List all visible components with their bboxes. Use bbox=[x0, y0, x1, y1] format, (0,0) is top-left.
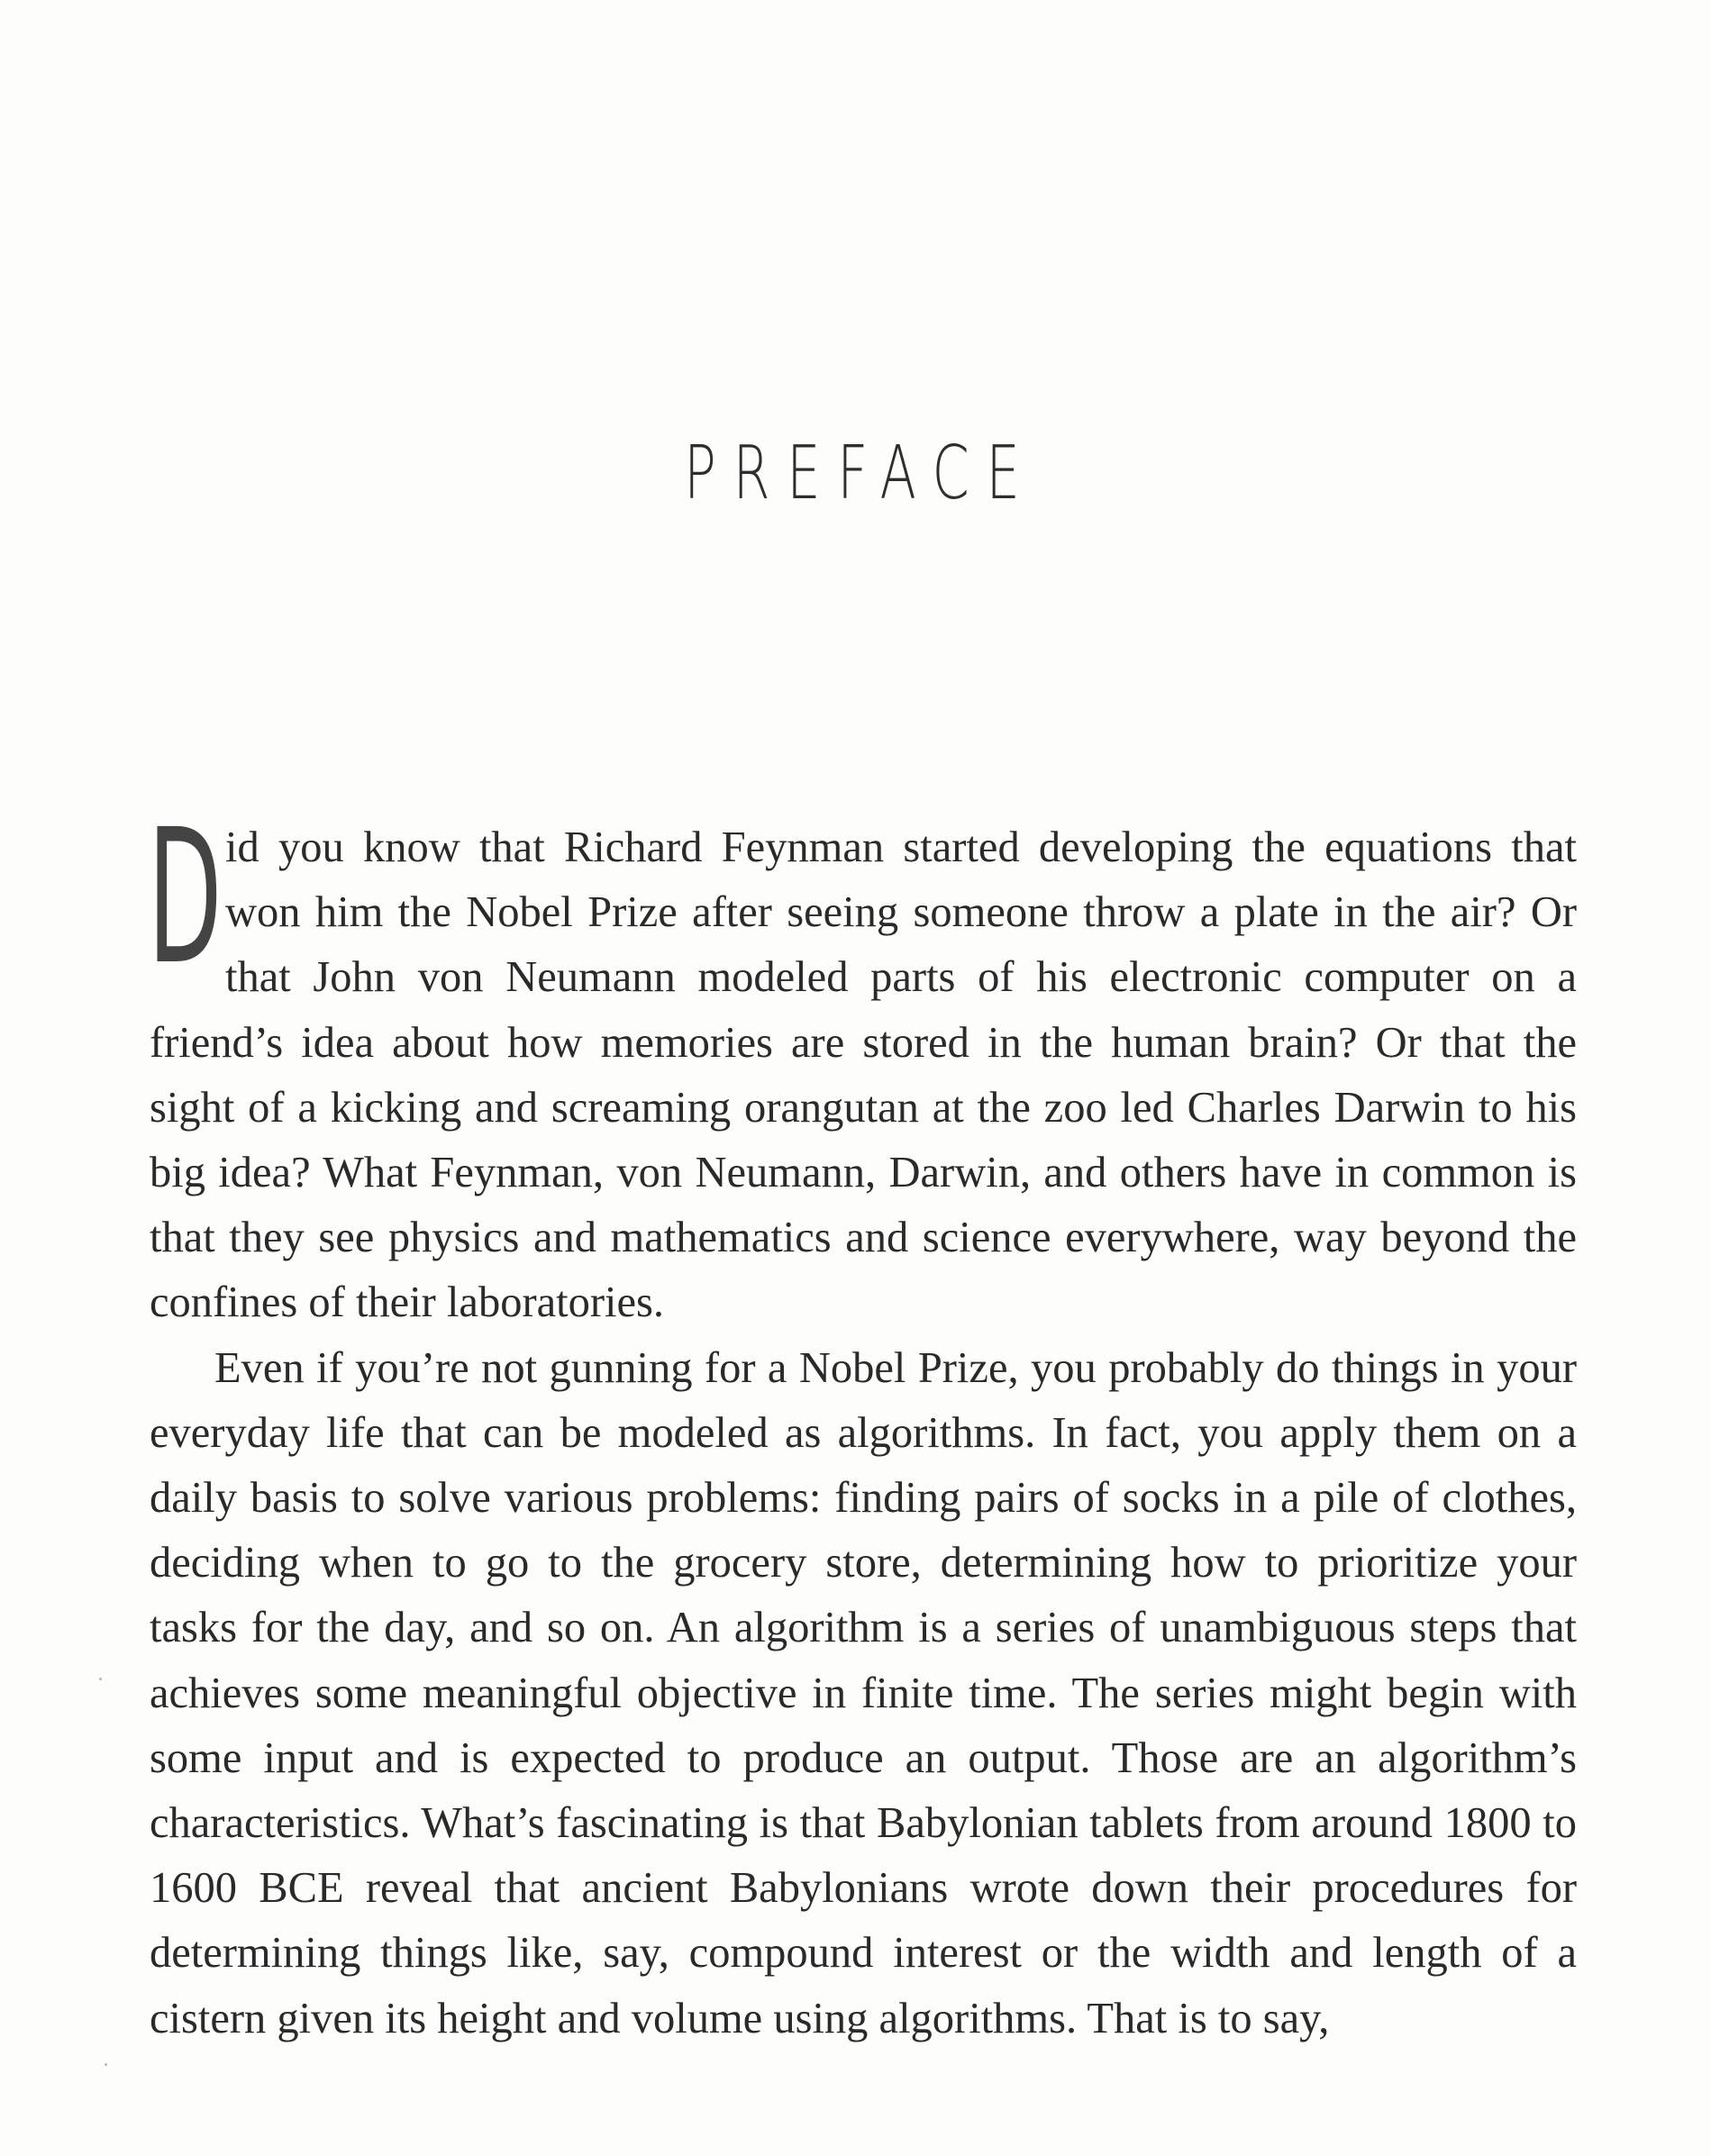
scan-speck bbox=[105, 2063, 107, 2066]
paragraph-2: Even if you’re not gunning for a Nobel Prize, you probably do things in your everyday life that can be modeled as algorithms. In fact, you apply them on a daily basis to solve various problems: finding pairs of socks in a pile of clothes, deciding when to go to the grocery store, determining how to prioritize your tasks for the day, and so on. An algorithm is a series of unambiguous steps that achieves some meaningful objective in finite time. The series might begin with some input and is expected to produce an output. Those are an algorithm’s characteristics. What’s fascinating is that Babylonian tablets from around 1800 to 1600 BCE reveal that ancient Babylonians wrote down their procedures for determining things like, say, compound interest or the width and length of a cistern given its height and volume using algorithms. That is to say, bbox=[150, 1343, 1577, 2042]
chapter-title: PREFACE bbox=[684, 431, 1037, 516]
paragraph-1-text: id you know that Richard Feynman started developing the equations that won him the Nobel Prize after seeing someone throw a plate in the air? Or that John von Neumann modeled parts of his electronic computer on a friend’s idea about how memories are stored in the human brain? Or that the sight of a kicking and screaming orangutan at the zoo led Charles Darwin to his big idea? What Feynman, von Neumann, Darwin, and others have in common is that they see physics and mathematics and science everywhere, way beyond the confines of their laboratories. bbox=[150, 823, 1577, 1327]
body-text bbox=[148, 789, 1577, 2051]
paragraph-1 bbox=[148, 789, 1577, 1336]
drop-cap: D bbox=[148, 789, 223, 1005]
scan-speck bbox=[99, 1678, 102, 1680]
